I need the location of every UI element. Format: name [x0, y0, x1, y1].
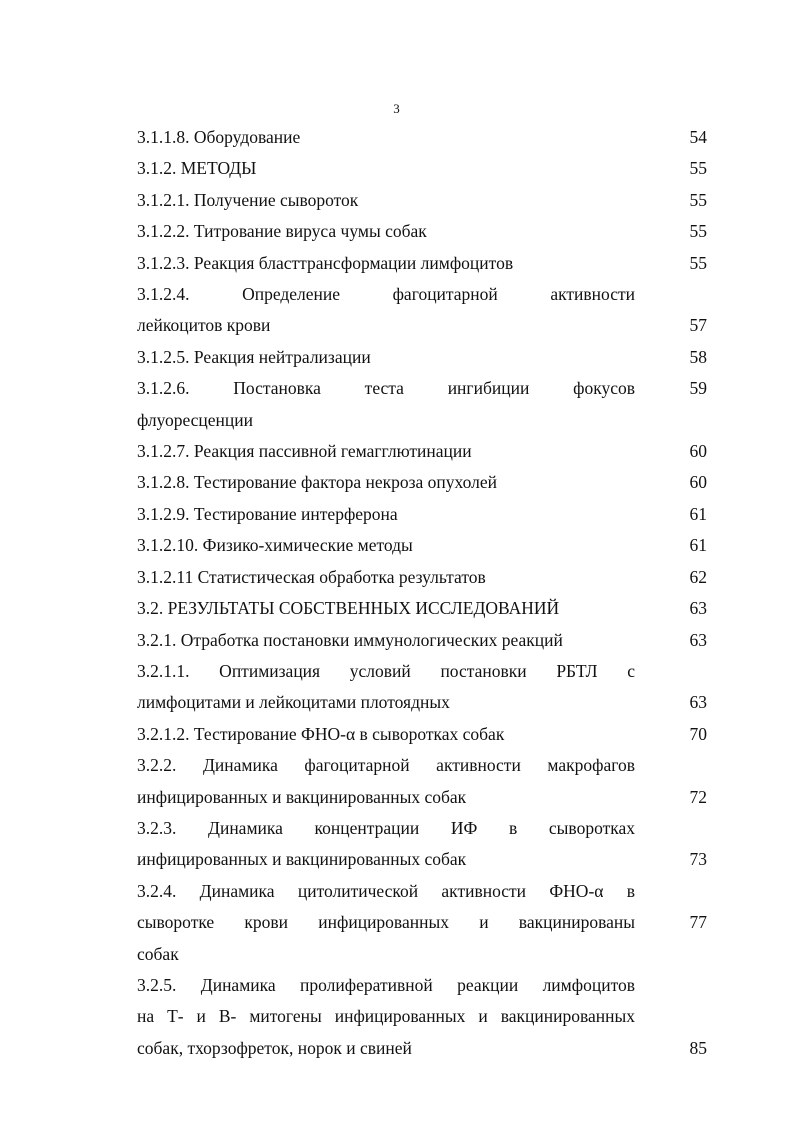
toc-entry-line: 3.2.5. Динамика пролиферативной реакции лимфоцитов — [137, 974, 635, 995]
toc-entry-title — [137, 562, 635, 593]
toc-entry-page: 72 — [689, 786, 707, 807]
toc-entry-page: 55 — [689, 189, 707, 210]
toc-entry-title — [137, 750, 635, 813]
toc-entry — [137, 279, 707, 342]
toc-entry — [137, 248, 707, 279]
toc-entry — [137, 813, 707, 876]
toc-entry-line: 3.2.2. Динамика фагоцитарной активности макрофагов — [137, 755, 635, 776]
toc-entry-line: 3.1.1.8. Оборудование — [137, 127, 301, 147]
toc-entry — [137, 970, 707, 1064]
toc-entry-page: 63 — [689, 692, 707, 713]
toc-entry-title — [137, 279, 635, 342]
toc-entry-page: 55 — [689, 252, 707, 273]
toc-entry-line: инфицированных и вакцинированных собак — [137, 786, 467, 807]
toc-entry-page: 59 — [689, 378, 707, 399]
toc-entry — [137, 530, 707, 561]
toc-entry-title — [137, 876, 635, 970]
toc-entry — [137, 185, 707, 216]
toc-entry-title — [137, 436, 635, 467]
toc-entry — [137, 656, 707, 719]
toc-entry-page: 62 — [689, 566, 707, 587]
toc-entry-line: 3.1.2.9. Тестирование интерферона — [137, 503, 398, 524]
toc-entry — [137, 467, 707, 498]
toc-entry-page: 61 — [689, 535, 707, 556]
toc-entry — [137, 216, 707, 247]
toc-entry-page: 61 — [689, 503, 707, 524]
toc-entry-title — [137, 248, 635, 279]
toc-entry-line: 3.1.2.1. Получение сывороток — [137, 189, 359, 210]
toc-entry-line: инфицированных и вакцинированных собак — [137, 849, 467, 870]
page-number: 3 — [393, 101, 400, 116]
toc-entry-line: собак, тхорзофреток, норок и свиней — [137, 1037, 412, 1058]
toc-entry-title — [137, 342, 635, 373]
toc-entry — [137, 373, 707, 436]
toc-entry-line: 3.1.2.7. Реакция пассивной гемагглютинации — [137, 441, 472, 462]
toc-entry — [137, 593, 707, 624]
toc-entry-title — [137, 593, 635, 624]
toc-entry-title — [137, 970, 635, 1064]
toc-entry — [137, 436, 707, 467]
toc-entry — [137, 750, 707, 813]
toc-entry-line: 3.2.1. Отработка постановки иммунологических реакций — [137, 629, 563, 650]
toc-entry — [137, 122, 707, 153]
toc-entry-title — [137, 216, 635, 247]
toc-entry-title — [137, 153, 635, 184]
toc-entry-line: флуоресценции — [137, 409, 254, 430]
toc-entry-line: 3.2.1.1. Оптимизация условий постановки РБТЛ с — [137, 660, 635, 681]
toc-entry — [137, 342, 707, 373]
toc-entry-line: лейкоцитов крови — [137, 315, 271, 336]
toc-entry — [137, 499, 707, 530]
toc-entry-title — [137, 719, 635, 750]
toc-entry-line: сыворотке крови инфицированных и вакцинированы — [137, 912, 635, 933]
toc-entry-line: на Т- и В- митогены инфицированных и вакцинированных — [137, 1006, 635, 1027]
toc-entry-page: 60 — [689, 441, 707, 462]
toc-entry-line: 3.2.1.2. Тестирование ФНО-α в сыворотках собак — [137, 723, 505, 744]
toc-entry-title — [137, 467, 635, 498]
toc-entry-line: 3.1.2.3. Реакция бласттрансформации лимфоцитов — [137, 252, 514, 273]
toc-entry-title — [137, 656, 635, 719]
toc-entry — [137, 153, 707, 184]
table-of-contents — [137, 122, 707, 1064]
toc-entry-line: 3.1.2.10. Физико-химические методы — [137, 535, 413, 556]
toc-entry — [137, 625, 707, 656]
toc-entry-page: 60 — [689, 472, 707, 493]
toc-entry-title — [137, 185, 635, 216]
toc-entry-page: 58 — [689, 346, 707, 367]
toc-entry-page: 57 — [689, 315, 707, 336]
toc-entry-page: 63 — [689, 629, 707, 650]
toc-entry-title — [137, 625, 635, 656]
toc-entry-line: собак — [137, 943, 179, 964]
toc-entry-line: 3.1.2.11 Статистическая обработка результатов — [137, 566, 486, 587]
toc-entry-page: 70 — [689, 723, 707, 744]
toc-entry-page: 85 — [689, 1037, 707, 1058]
toc-entry-page: 77 — [689, 912, 707, 933]
toc-entry-page: 63 — [689, 598, 707, 619]
toc-entry-line: лимфоцитами и лейкоцитами плотоядных — [137, 692, 450, 713]
toc-entry-line: 3.1.2.5. Реакция нейтрализации — [137, 346, 371, 367]
toc-entry-line: 3.2. РЕЗУЛЬТАТЫ СОБСТВЕННЫХ ИССЛЕДОВАНИЙ — [137, 598, 560, 619]
toc-entry-title — [137, 373, 635, 436]
toc-entry-page: 73 — [689, 849, 707, 870]
toc-entry-line: 3.1.2.2. Титрование вируса чумы собак — [137, 221, 427, 242]
toc-entry — [137, 719, 707, 750]
toc-entry-line: 3.1.2. МЕТОДЫ — [137, 158, 257, 179]
toc-entry — [137, 562, 707, 593]
toc-entry-title — [137, 530, 635, 561]
toc-entry-title — [137, 813, 635, 876]
toc-entry-page: 55 — [689, 221, 707, 242]
toc-entry — [137, 876, 707, 970]
toc-entry-line: 3.1.2.8. Тестирование фактора некроза опухолей — [137, 472, 498, 493]
toc-entry-line: 3.2.4. Динамика цитолитической активности ФНО-α в — [137, 880, 635, 901]
toc-entry-title — [137, 122, 635, 153]
toc-entry-line: 3.1.2.4. Определение фагоцитарной активности — [137, 284, 635, 305]
toc-entry-line: 3.2.3. Динамика концентрации ИФ в сыворотках — [137, 817, 635, 838]
toc-entry-line: 3.1.2.6. Постановка теста ингибиции фокусов — [137, 378, 635, 399]
toc-entry-page: 54 — [689, 127, 707, 147]
toc-entry-page: 55 — [689, 158, 707, 179]
toc-entry-title — [137, 499, 635, 530]
